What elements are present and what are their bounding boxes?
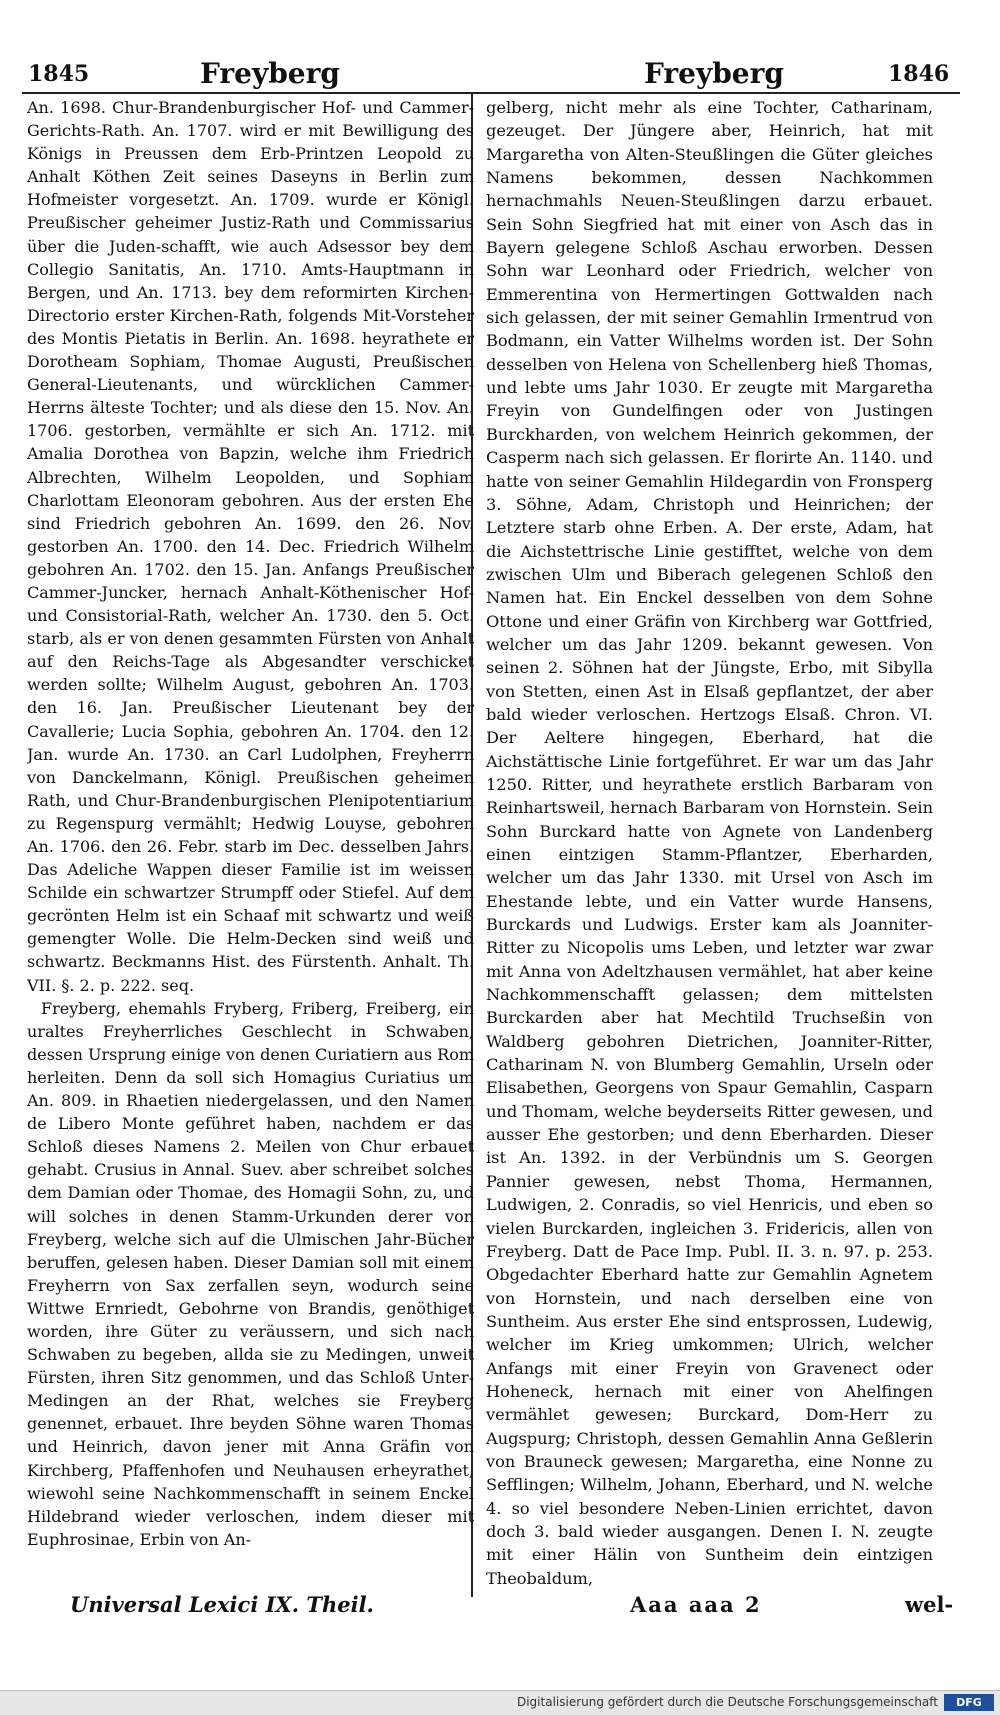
dfg-logo-icon: DFG [944, 1694, 994, 1711]
digitization-bar [0, 1690, 1000, 1715]
digitization-credit: Digitalisierung gefördert durch die Deutsche Forschungsgemeinschaft [516, 1695, 938, 1709]
catchword: wel- [905, 1592, 954, 1617]
signature-mark: Aaa aaa 2 [630, 1592, 762, 1617]
right-column [486, 96, 933, 1596]
left-column [27, 96, 474, 1596]
left-running-head: Freyberg [200, 57, 340, 90]
volume-signature: Universal Lexici IX. Theil. [70, 1592, 374, 1617]
left-paragraph-2: Freyberg, ehemahls Fryberg, Friberg, Freiberg, ein uraltes Freyherrliches Geschlecht in Schwaben, dessen Ursprung einige von denen Curiatiern aus Rom herleiten. Denn da soll sich Homagius Curiatius um An. 809. in Rhaetien niedergelassen, und den Namen de Libero Monte geführet haben, nachdem er das Schloß dieses Namens 2. Meilen von Chur erbauet gehabt. Crusius in Annal. Suev. aber schreibet solches dem Damian oder Thomae, des Homagii Sohn, zu, und will solches in denen Stamm-Urkunden derer von Freyberg, welche sich auf die Ulmischen Jahr-Bücher beruffen, gelesen haben. Dieser Damian soll mit einem Freyherrn von Sax zerfallen seyn, wodurch seine Wittwe Ernriedt, Gebohrne von Brandis, genöthiget worden, ihre Güter zu veräussern, und sich nach Schwaben zu begeben, allda sie zu Medingen, unweit Fürsten, ihren Sitz genommen, und das Schloß Unter-Medingen an der Rhat, welches sie Freyberg genennet, erbauet. Ihre beyden Söhne waren Thomas und Heinrich, davon jener mit Anna Gräfin von Kirchberg, Pfaffenhofen und Neuhausen erheyrathet, wiewohl seine Nachkommenschafft in seinem Enckel Hildebrand wieder verloschen, indem dieser mit Euphrosinae, Erbin von An- [27, 998, 474, 1549]
left-paragraph-1: An. 1698. Chur-Brandenburgischer Hof- und Cammer-Gerichts-Rath. An. 1707. wird er mit Bewilligung des Königs in Preussen dem Erb-Printzen Leopold zu Anhalt Köthen Zeit seines Daseyns in Berlin zum Hofmeister vorgesetzt. An. 1709. wurde er Königl. Preußischer geheimer Justiz-Rath und Commissarius über die Juden-schafft, wie auch Adsessor bey dem Collegio Sanitatis, An. 1710. Amts-Hauptmann in Bergen, und An. 1713. bey dem reformirten Kirchen-Directorio erster Kirchen-Rath, folgends Mit-Vorsteher des Montis Pietatis in Berlin. An. 1698. heyrathete er Dorotheam Sophiam, Thomae Augusti, Preußischen General-Lieutenants, und würcklichen Cammer-Herrns älteste Tochter; und als diese den 15. Nov. An. 1706. gestorben, vermählte er sich An. 1712. mit Amalia Dorothea von Bapzin, welche ihm Friedrich Albrechten, Wilhelm Leopolden, und Sophiam Charlottam Eleonoram gebohren. Aus der ersten Ehe sind Friedrich gebohren An. 1699. den 26. Nov. gestorben An. 1700. den 14. Dec. Friedrich Wilhelm gebohren An. 1702. den 15. Jan. Anfangs Preußischer Cammer-Juncker, hernach Anhalt-Köthenischer Hof- und Consistorial-Rath, welcher An. 1730. den 5. Oct. starb, als er von denen gesammten Fürsten von Anhalt auf den Reichs-Tage als Abgesandter verschicket werden sollte; Wilhelm August, gebohren An. 1703. den 16. Jan. Preußischer Lieutenant bey der Cavallerie; Lucia Sophia, gebohren An. 1704. den 12. Jan. wurde An. 1730. an Carl Ludolphen, Freyherrn von Danckelmann, Königl. Preußischen geheimen Rath, und Chur-Brandenburgischen Plenipotentiarium zu Regenspurg vermählt; Hedwig Louyse, gebohren An. 1706. den 26. Febr. starb im Dec. desselben Jahrs. Das Adeliche Wappen dieser Familie ist im weissen Schilde ein schwartzer Strumpff oder Stiefel. Auf dem gecrönten Helm ist ein Schaaf mit schwartz und weiß gemengter Wolle. Die Helm-Decken sind weiß und schwartz. Beckmanns Hist. des Fürstenth. Anhalt. Th. VII. §. 2. p. 222. seq. [27, 98, 474, 995]
left-page-number: 1845 [28, 61, 90, 87]
right-page-number: 1846 [888, 61, 950, 87]
right-running-head: Freyberg [644, 57, 784, 90]
header-rule [22, 92, 960, 94]
right-paragraph-1: gelberg, nicht mehr als eine Tochter, Catharinam, gezeuget. Der Jüngere aber, Heinrich, hat mit Margaretha von Alten-Steußlingen die Güter gleiches Namens bekommen, dessen Nachkommen hernachmahls Neuen-Steußlingen darzu erbauet. Sein Sohn Siegfried hat mit einer von Asch das in Bayern gelegene Schloß Aschau erworben. Dessen Sohn war Leonhard oder Friedrich, welcher von Emmerentina von Hermertingen Gottwalden nach sich gelassen, der mit seiner Gemahlin Irmentrud von Bodmann, ein Vatter Wilhelms worden ist. Der Sohn desselben von Helena von Schellenberg hieß Thomas, und lebte ums Jahr 1030. Er zeugte mit Margaretha Freyin von Gundelfingen oder von Justingen Burckharden, von welchem Heinrich gekommen, der Casperm nach sich gelassen. Er florirte An. 1140. und hatte von seiner Gemahlin Hildegardin von Fronsperg 3. Söhne, Adam, Christoph und Heinrichen; der Letztere starb ohne Erben. A. Der erste, Adam, hat die Aichstettrische Linie gestifftet, welche von dem zwischen Ulm und Biberach gelegenen Schloß den Namen hat. Ein Enckel desselben von dem Sohne Ottone und einer Gräfin von Kirchberg war Gottfried, welcher um das Jahr 1209. bekannt gewesen. Von seinen 2. Söhnen hat der Jüngste, Erbo, mit Sibylla von Stetten, einen Ast in Elsaß gepflantzet, der aber bald wieder verloschen. Hertzogs Elsaß. Chron. VI. Der Aeltere hingegen, Eberhard, hat die Aichstättische Linie fortgeführet. Er war um das Jahr 1250. Ritter, und heyrathete erstlich Barbaram von Reinhartsweil, hernach Barbaram von Hornstein. Sein Sohn Burckard hatte von Agnete von Landenberg einen eintzigen Stamm-Pflantzer, Eberharden, welcher um das Jahr 1330. mit Ursel von Asch im Ehestande lebte, und ein Vatter wurde Hansens, Burckards und Ludwigs. Erster kam als Joanniter-Ritter zu Nicopolis ums Leben, und letzter war zwar mit Anna von Adeltzhausen vermählet, hat aber keine Nachkommenschafft gelassen; dem mittelsten Burckarden aber hat Mechtild Truchseßin von Waldberg gebohren Dietrichen, Joanniter-Ritter, Catharinam N. von Blumberg Gemahlin, Urseln oder Elisabethen, Georgens von Spaur Gemahlin, Casparn und Thomam, welche beyderseits Ritter gewesen, und ausser Ehe gestorben; und denn Eberharden. Dieser ist An. 1392. in der Verbündnis um S. Georgen Pannier gewesen, nebst Thoma, Hermannen, Ludwigen, 2. Conradis, so viel Henricis, und eben so vielen Burckarden, ingleichen 3. Fridericis, allen von Freyberg. Datt de Pace Imp. Publ. II. 3. n. 97. p. 253. Obgedachter Eberhard hatte zur Gemahlin Agnetem von Hornstein, und nach derselben eine von Suntheim. Aus erster Ehe sind entsprossen, Ludewig, welcher im Krieg umkommen; Ulrich, welcher Anfangs mit einer Freyin von Gravenect oder Hoheneck, hernach mit einer von Ahelfingen vermählet gewesen; Burckard, Dom-Herr zu Augspurg; Christoph, dessen Gemahlin Anna Geßlerin von Brauneck gewesen; Margaretha, eine Nonne zu Sefflingen; Wilhelm, Johann, Eberhard, und N. welche 4. so viel besondere Neben-Linien errichtet, davon doch 3. bald wieder ausgangen. Denen I. N. zeugte mit einer Hälin von Suntheim dein eintzigen Theobaldum, [486, 98, 933, 1588]
